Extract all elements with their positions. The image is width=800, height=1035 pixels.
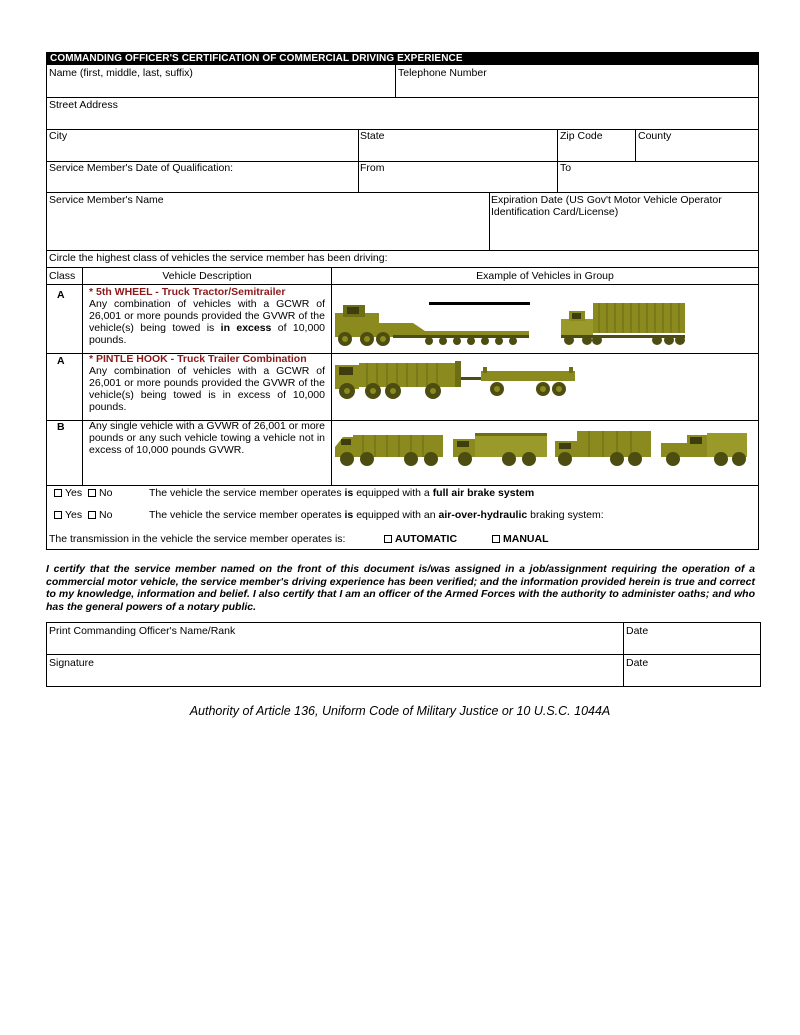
hydraulic-yes-checkbox[interactable]	[54, 511, 62, 519]
hydraulic-statement: The vehicle the service member operates is equipped with an air-over-hydraulic braking system:	[149, 509, 604, 521]
transmission-label: The transmission in the vehicle the service member operates is:	[49, 533, 346, 545]
single-vehicles-illustration	[333, 427, 753, 469]
telephone-label: Telephone Number	[398, 67, 487, 79]
certification-statement: I certify that the service member named on the front of this document is/was assigned in a job/assignment requiring the operation of a commercial motor vehicle, the service member's driving experience has been verified; and the information provided herein is true and correct to my knowledge, information and belief. I also certify that I am an officer of the Armed Forces with the authority to administer oaths; and who has the general powers of a notary public.	[46, 563, 755, 613]
zip-code-label: Zip Code	[560, 130, 603, 142]
officer-name-label: Print Commanding Officer's Name/Rank	[49, 625, 236, 637]
qualification-date-label: Service Member's Date of Qualification:	[49, 162, 234, 174]
from-label: From	[360, 162, 385, 174]
row1-description: * 5th WHEEL - Truck Tractor/Semitrailer Any combination of vehicles with a GCWR of 26,001 or more pounds provided the GVWR of the vehicle(s) being towed is in excess of 10,000 pounds.	[89, 286, 325, 346]
row3-description: Any single vehicle with a GVWR of 26,001 or more pounds or any such vehicle towing a vehicle not in excess of 10,000 pounds GVWR.	[89, 420, 325, 456]
date-label: Date	[626, 625, 649, 637]
air-brake-statement: The vehicle the service member operates is equipped with a full air brake system	[149, 487, 535, 499]
tractor-container-illustration	[557, 299, 687, 347]
truck-trailer-illustration	[333, 357, 578, 401]
signature-date-label: Date	[626, 657, 649, 669]
name-label: Name (first, middle, last, suffix)	[49, 67, 193, 79]
row1-class: A	[57, 289, 65, 301]
street-address-label: Street Address	[49, 99, 118, 111]
air-brake-no-checkbox[interactable]	[88, 489, 96, 497]
county-label: County	[638, 130, 672, 142]
signature-block	[46, 622, 761, 687]
hydraulic-no-checkbox[interactable]	[88, 511, 96, 519]
vehicle-description-header: Vehicle Description	[162, 270, 252, 282]
air-brake-row: Yes No	[54, 487, 112, 499]
row2-class: A	[57, 355, 65, 367]
state-label: State	[360, 130, 385, 142]
manual-option: MANUAL	[492, 533, 549, 545]
row3-class: B	[57, 421, 65, 433]
certification-form	[46, 52, 759, 550]
automatic-option: AUTOMATIC	[384, 533, 457, 545]
manual-checkbox[interactable]	[492, 535, 500, 543]
expiration-date-label: Expiration Date (US Gov't Motor Vehicle Operator Identification Card/License)	[491, 194, 722, 218]
tractor-lowboy-illustration	[333, 293, 533, 351]
to-label: To	[560, 162, 572, 174]
vehicle-example-header: Example of Vehicles in Group	[476, 270, 614, 282]
member-name-label: Service Member's Name	[49, 194, 164, 206]
signature-label: Signature	[49, 657, 94, 669]
row1-title: * 5th WHEEL - Truck Tractor/Semitrailer	[89, 286, 286, 298]
row2-title: * PINTLE HOOK - Truck Trailer Combination	[89, 353, 307, 365]
hydraulic-row: Yes No	[54, 509, 112, 521]
form-title: COMMANDING OFFICER'S CERTIFICATION OF COMMERCIAL DRIVING EXPERIENCE	[47, 53, 758, 65]
row2-description: * PINTLE HOOK - Truck Trailer Combination Any combination of vehicles with a GCWR of 26,001 or more pounds provided the GVWR of the vehicle(s) being towed is in excess of 10,000 pounds.	[89, 353, 325, 413]
automatic-checkbox[interactable]	[384, 535, 392, 543]
city-label: City	[49, 130, 68, 142]
authority-text: Authority of Article 136, Uniform Code of Military Justice or 10 U.S.C. 1044A	[189, 704, 611, 718]
circle-instruction: Circle the highest class of vehicles the service member has been driving:	[49, 252, 388, 264]
class-header: Class	[49, 270, 76, 282]
air-brake-yes-checkbox[interactable]	[54, 489, 62, 497]
